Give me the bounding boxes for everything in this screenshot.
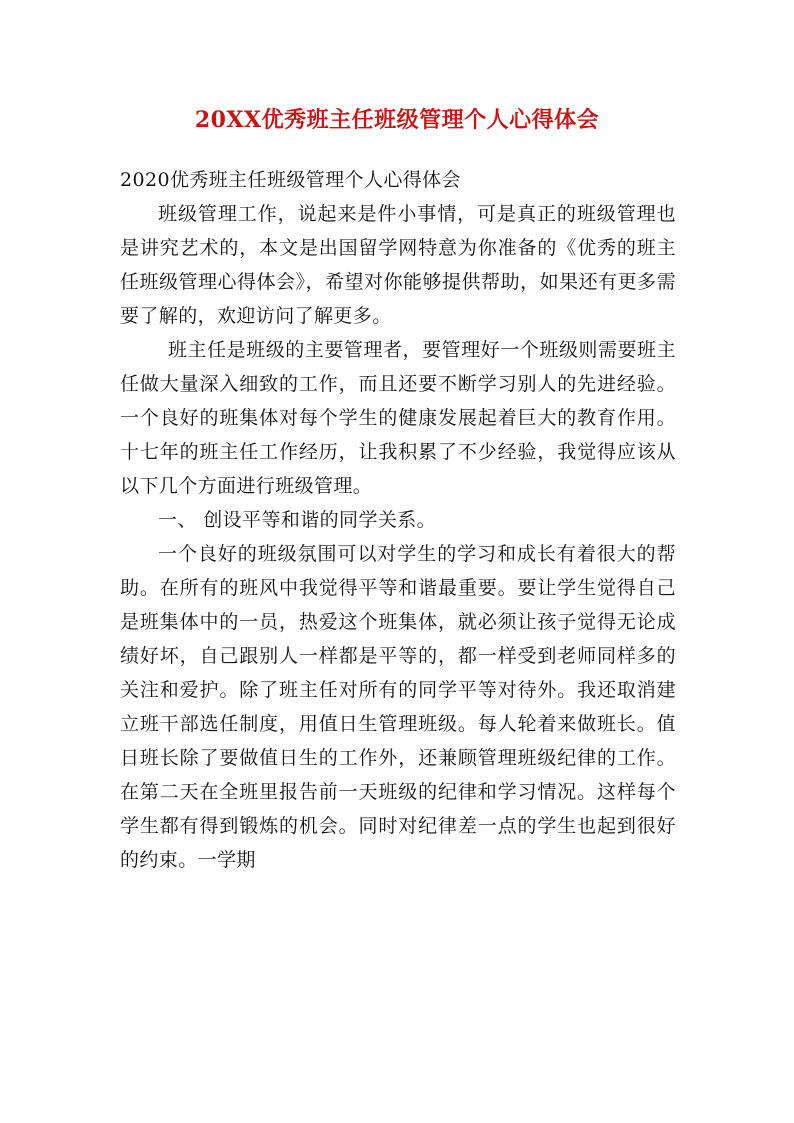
document-body — [120, 163, 676, 877]
paragraph-overview: 班主任是班级的主要管理者，要管理好一个班级则需要班主任做大量深入细致的工作，而且还要不断学习别人的先进经验。一个良好的班集体对每个学生的健康发展起着巨大的教育作用。十七年的班主任工作经历，让我积累了不少经验，我觉得应该从以下几个方面进行班级管理。 — [120, 339, 676, 497]
document-title: 20XX优秀班主任班级管理个人心得体会 — [194, 107, 600, 133]
document-subtitle: 2020优秀班主任班级管理个人心得体会 — [120, 169, 461, 191]
section-heading: 一、 创设平等和谐的同学关系。 — [158, 509, 437, 531]
section-paragraph: 一个良好的班级氛围可以对学生的学习和成长有着很大的帮助。在所有的班风中我觉得平等和谐最重要。要让学生觉得自己是班集体中的一员，热爱这个班集体，就必须让孩子觉得无论成绩好坏，自己跟别人一样都是平等的，都一样受到老师同样多的关注和爱护。除了班主任对所有的同学平等对待外。我还取消建立班干部选任制度，用值日生管理班级。每人轮着来做班长。值日班长除了要做值日生的工作外，还兼顾管理班级纪律的工作。在第二天在全班里报告前一天班级的纪律和学习情况。这样每个学生都有得到锻炼的机会。同时对纪律差一点的学生也起到很好的约束。一学期 — [120, 543, 676, 871]
paragraph-intro: 班级管理工作，说起来是件小事情，可是真正的班级管理也是讲究艺术的，本文是出国留学网特意为你准备的《优秀的班主任班级管理心得体会》，希望对你能够提供帮助，如果还有更多需要了解的，欢迎访问了解更多。 — [120, 203, 676, 327]
